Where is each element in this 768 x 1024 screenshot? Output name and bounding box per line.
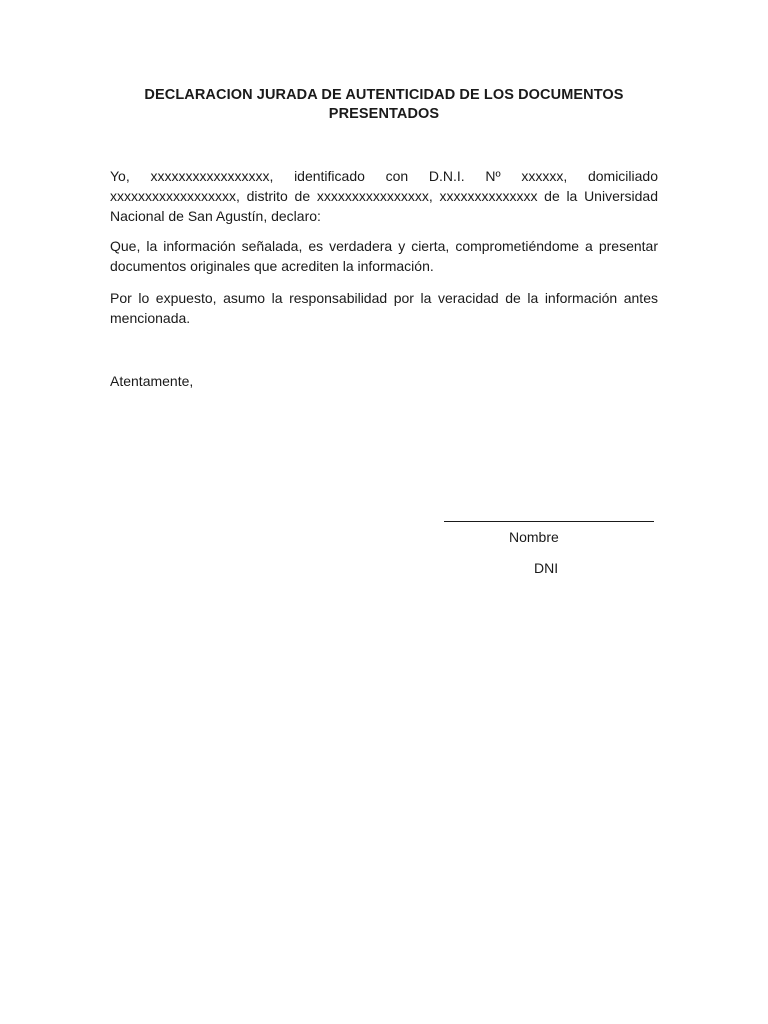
paragraph-responsibility: Por lo expuesto, asumo la responsabilidad por la veracidad de la información antes mencionada. <box>110 290 658 326</box>
signature-line <box>444 521 654 522</box>
paragraph-identification: Yo, xxxxxxxxxxxxxxxxx, identificado con D.N.I. Nº xxxxxx, domiciliado xxxxxxxxxxxxxxxxxx, distrito de xxxxxxxxxxxxxxxx, xxxxxxxxxxxxxx de la Universidad Nacional de San Agustín, declaro: <box>110 168 658 224</box>
closing-salutation: Atentamente, <box>110 373 194 389</box>
signature-name-label: Nombre <box>509 529 559 545</box>
signature-dni-label: DNI <box>534 560 559 576</box>
document-title: DECLARACION JURADA DE AUTENTICIDAD DE LOS DOCUMENTOS PRESENTADOS <box>144 87 624 122</box>
paragraph-truthfulness: Que, la información señalada, es verdadera y cierta, comprometiéndome a presentar documentos originales que acrediten la información. <box>110 238 658 274</box>
